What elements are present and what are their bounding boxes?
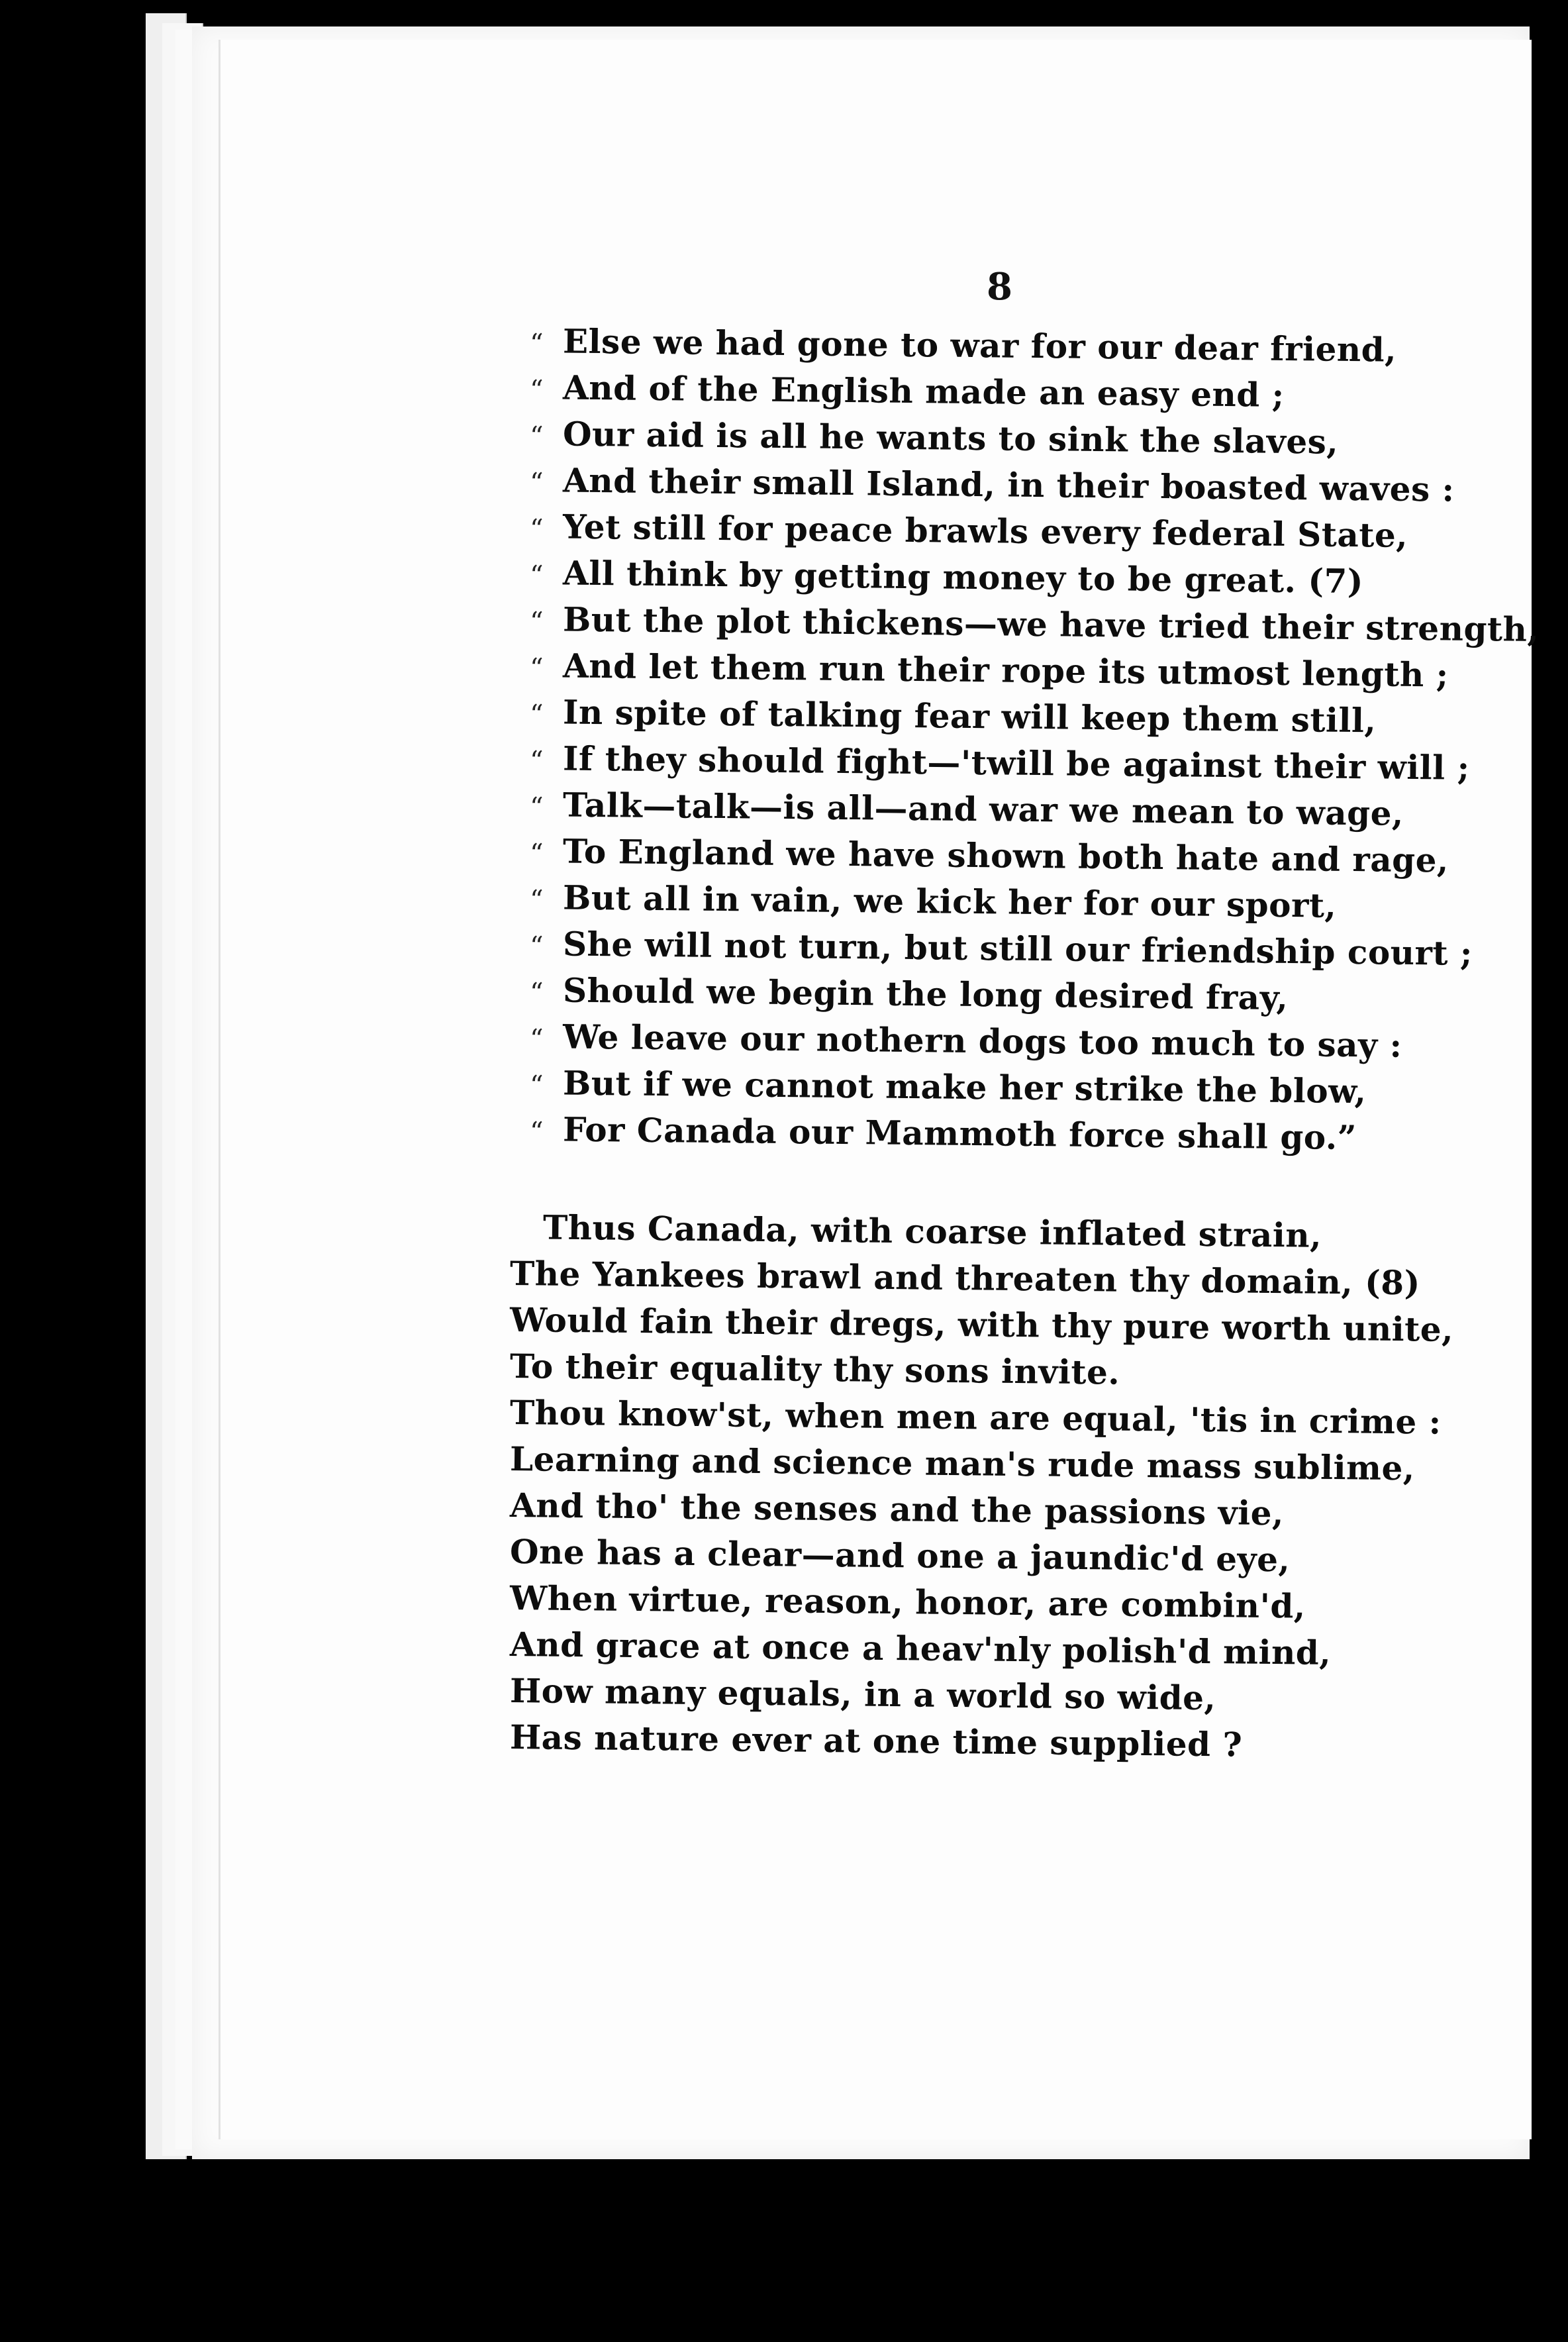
poem-line-text: If they should fight—'twill be against their will ; — [562, 738, 1470, 788]
poem-line-text: But the plot thickens—we have tried their strength, — [562, 599, 1540, 649]
poem-line-text: And of the English made an easy end ; — [562, 368, 1285, 415]
poem-line-text: And let them run their rope its utmost length ; — [562, 646, 1449, 695]
poem-line: Thus Canada, with coarse inflated strain, — [542, 1207, 1322, 1255]
opening-quote-mark: “ — [529, 746, 544, 777]
poem-line-text: But all in vain, we kick her for our sport, — [562, 878, 1337, 925]
stanza-quoted-speech — [529, 318, 1540, 1158]
opening-quote-mark: “ — [529, 375, 544, 406]
opening-quote-mark: “ — [529, 792, 544, 823]
poem-line: The Yankees brawl and threaten thy domain, (8) — [509, 1254, 1421, 1303]
poem-line-text: We leave our nothern dogs too much to say : — [562, 1017, 1402, 1065]
opening-quote-mark: “ — [529, 1117, 544, 1148]
poem-line-text: And their small Island, in their boasted waves : — [562, 460, 1455, 509]
poem-line-text: Talk—talk—is all—and war we mean to wage, — [562, 785, 1404, 833]
poem-line: And grace at once a heav'nly polish'd mind, — [509, 1625, 1332, 1672]
poem-line: And tho' the senses and the passions vie, — [509, 1486, 1285, 1533]
poem-line-text: She will not turn, but still our friendship court ; — [562, 924, 1473, 973]
poem-line-text: Should we begin the long desired fray, — [562, 970, 1289, 1017]
poem-line-text: To England we have shown both hate and rage, — [562, 831, 1449, 880]
poem-line: Would fain their dregs, with thy pure worth unite, — [509, 1300, 1454, 1349]
poem-line: Learning and science man's rude mass sublime, — [509, 1439, 1416, 1488]
opening-quote-mark: “ — [529, 514, 544, 545]
opening-quote-mark: “ — [529, 1070, 544, 1101]
opening-quote-mark: “ — [529, 839, 544, 870]
opening-quote-mark: “ — [529, 607, 544, 638]
opening-quote-mark: “ — [529, 421, 544, 452]
opening-quote-mark: “ — [529, 560, 544, 591]
poem-line: When virtue, reason, honor, are combin'd, — [509, 1578, 1306, 1626]
poem-line-text: In spite of talking fear will keep them still, — [562, 692, 1377, 740]
poem-line-text: Our aid is all he wants to sink the slaves, — [562, 414, 1339, 462]
opening-quote-mark: “ — [529, 653, 544, 684]
poem-line-text: For Canada our Mammoth force shall go.” — [562, 1109, 1357, 1158]
poem-line: Has nature ever at one time supplied ? — [509, 1717, 1243, 1764]
stanza-narration — [509, 1204, 1490, 1764]
page-number: 8 — [987, 265, 1012, 309]
poem-line-text: Yet still for peace brawls every federal State, — [562, 507, 1408, 555]
opening-quote-mark: “ — [529, 931, 544, 962]
opening-quote-mark: “ — [529, 699, 544, 731]
poem-line: Thou know'st, when men are equal, 'tis in crime : — [509, 1393, 1442, 1442]
opening-quote-mark: “ — [529, 885, 544, 916]
opening-quote-mark: “ — [529, 329, 544, 360]
poem-line: To their equality thy sons invite. — [509, 1347, 1120, 1392]
opening-quote-mark: “ — [529, 468, 544, 499]
poem-line-text: Else we had gone to war for our dear friend, — [562, 321, 1397, 370]
poem-line: How many equals, in a world so wide, — [509, 1671, 1216, 1718]
poem-line: One has a clear—and one a jaundic'd eye, — [509, 1532, 1291, 1580]
poem-line-text: All think by getting money to be great. (7) — [562, 553, 1364, 601]
poem-text — [509, 318, 1540, 1764]
opening-quote-mark: “ — [529, 978, 544, 1009]
poem-line-text: But if we cannot make her strike the blow, — [562, 1063, 1367, 1111]
opening-quote-mark: “ — [529, 1024, 544, 1055]
